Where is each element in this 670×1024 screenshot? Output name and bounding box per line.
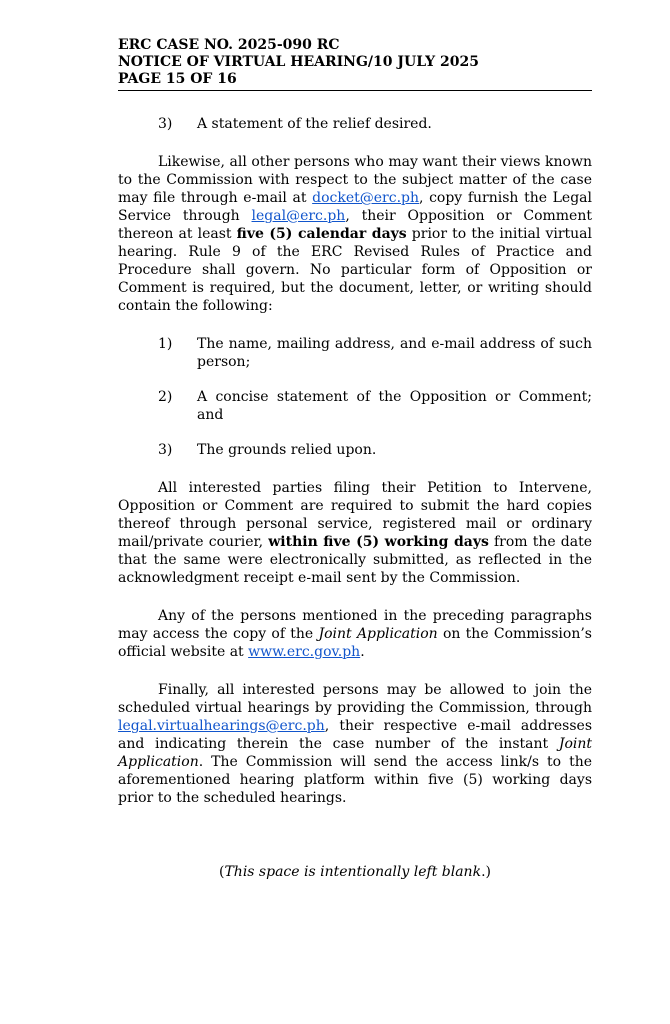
- blank-space-notice: [118, 863, 592, 881]
- list-item: [118, 115, 592, 133]
- italic-text: Joint Application: [118, 736, 592, 770]
- legal-email-link[interactable]: legal@erc.ph: [251, 208, 346, 224]
- notice-title: NOTICE OF VIRTUAL HEARING/10 JULY 2025: [118, 54, 480, 70]
- bold-text: five (5) calendar days: [236, 226, 407, 242]
- text-run: on the Commission’s official website at: [118, 626, 592, 660]
- bold-text: within five (5) working days: [268, 534, 489, 550]
- website-link[interactable]: www.erc.gov.ph: [248, 644, 361, 660]
- list-item: [118, 335, 592, 371]
- text-run: Any of the persons mentioned in the preceding paragraphs may access the copy of the: [118, 608, 592, 642]
- text-run: Likewise, all other persons who may want their views known to the Commission with respect to the subject matter of the case may file through e-mail at: [118, 154, 592, 206]
- docket-email-link[interactable]: docket@erc.ph: [312, 190, 419, 206]
- paragraph-opposition: [118, 153, 592, 315]
- text-run: (: [219, 864, 225, 880]
- text-run: All interested parties filing their Petition to Intervene, Opposition or Comment are required to submit the hard copies thereof through personal service, registered mail or ordinary mail/private courier,: [118, 480, 592, 550]
- list-item: [118, 388, 592, 424]
- italic-text: Joint Application: [318, 626, 438, 642]
- list-text: The grounds relied upon.: [197, 442, 377, 458]
- text-run: .): [481, 864, 491, 880]
- paragraph-hard-copies: [118, 479, 592, 587]
- text-run: , their respective e-mail addresses and indicating therein the case number of the instant: [118, 718, 592, 752]
- list-number: 2): [158, 389, 173, 405]
- text-run: Finally, all interested persons may be allowed to join the scheduled virtual hearings by providing the Commission, through: [118, 682, 592, 716]
- text-run: . The Commission will send the access link/s to the aforementioned hearing platform within five (5) working days prior to the scheduled hearings.: [118, 754, 592, 806]
- list-text: The name, mailing address, and e-mail address of such person;: [197, 336, 592, 370]
- virtual-hearings-email-link[interactable]: legal.virtualhearings@erc.ph: [118, 718, 325, 734]
- list-number: 3): [158, 442, 173, 458]
- list-number: 1): [158, 336, 173, 352]
- text-run: , copy furnish the Legal Service through: [118, 190, 592, 224]
- page-number: PAGE 15 OF 16: [118, 71, 237, 87]
- paragraph-access-copy: [118, 607, 592, 661]
- header-divider: [118, 90, 592, 91]
- list-item: [118, 441, 592, 459]
- case-number: ERC CASE NO. 2025-090 RC: [118, 37, 340, 53]
- document-body: [118, 115, 592, 807]
- paragraph-virtual-hearings: [118, 681, 592, 807]
- list-text: A concise statement of the Opposition or Comment; and: [197, 389, 592, 423]
- document-header: [118, 37, 592, 88]
- list-number: 3): [158, 116, 173, 132]
- text-run: from the date that the same were electronically submitted, as reflected in the acknowledgment receipt e-mail sent by the Commission.: [118, 534, 593, 586]
- text-run: , their Opposition or Comment thereon at least: [118, 208, 592, 242]
- italic-text: This space is intentionally left blank: [224, 864, 482, 880]
- text-run: prior to the initial virtual hearing. Rule 9 of the ERC Revised Rules of Practice and Procedure shall govern. No particular form of Opposition or Comment is required, but the document, letter, or writing should contain the following:: [118, 226, 593, 314]
- text-run: .: [360, 644, 365, 660]
- list-text: A statement of the relief desired.: [197, 116, 432, 132]
